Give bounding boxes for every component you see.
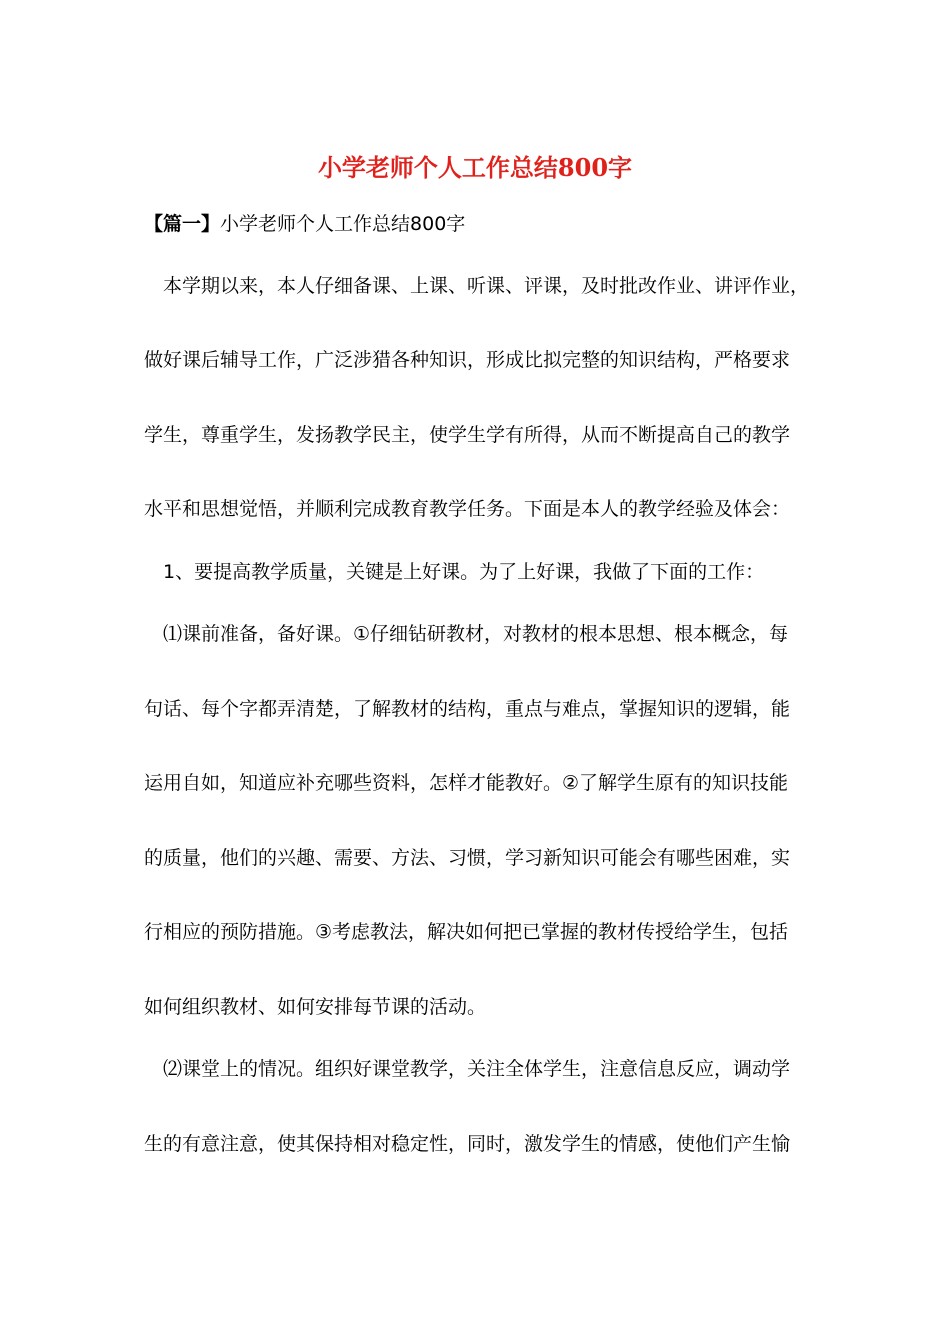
- paragraph-line: ⑵课堂上的情况。组织好课堂教学，关注全体学生，注意信息反应，调动学: [163, 1058, 791, 1080]
- paragraph-line: 学生，尊重学生，发扬教学民主，使学生学有所得，从而不断提高自己的教学: [144, 424, 791, 446]
- paragraph-line: 本学期以来，本人仔细备课、上课、听课、评课，及时批改作业、讲评作业，: [163, 275, 810, 297]
- paragraph-line: 的质量，他们的兴趣、需要、方法、习惯，学习新知识可能会有哪些困难，实: [144, 847, 791, 869]
- paragraph-line: 1、要提高教学质量，关键是上好课。为了上好课，我做了下面的工作：: [163, 561, 765, 583]
- paragraph-line: 生的有意注意，使其保持相对稳定性，同时，激发学生的情感，使他们产生愉: [144, 1133, 791, 1155]
- section-tag: 【篇一】: [144, 213, 221, 235]
- paragraph-line: 做好课后辅导工作，广泛涉猎各种知识，形成比拟完整的知识结构，严格要求: [144, 349, 791, 371]
- paragraph-line: 句话、每个字都弄清楚，了解教材的结构，重点与难点，掌握知识的逻辑，能: [144, 698, 791, 720]
- paragraph-line: 如何组织教材、如何安排每节课的活动。: [144, 996, 487, 1018]
- paragraph-line: 水平和思想觉悟，并顺利完成教育教学任务。下面是本人的教学经验及体会：: [144, 498, 791, 520]
- paragraph-line: 运用自如，知道应补充哪些资料，怎样才能教好。②了解学生原有的知识技能: [144, 772, 789, 794]
- paragraph-line: 行相应的预防措施。③考虑教法，解决如何把已掌握的教材传授给学生，包括: [144, 921, 789, 943]
- section-heading-text: 小学老师个人工作总结800字: [220, 213, 466, 235]
- paragraph-line: ⑴课前准备，备好课。①仔细钻研教材，对教材的根本思想、根本概念，每: [163, 623, 789, 645]
- section-heading: [144, 209, 465, 239]
- document-title: 小学老师个人工作总结800字: [317, 153, 633, 182]
